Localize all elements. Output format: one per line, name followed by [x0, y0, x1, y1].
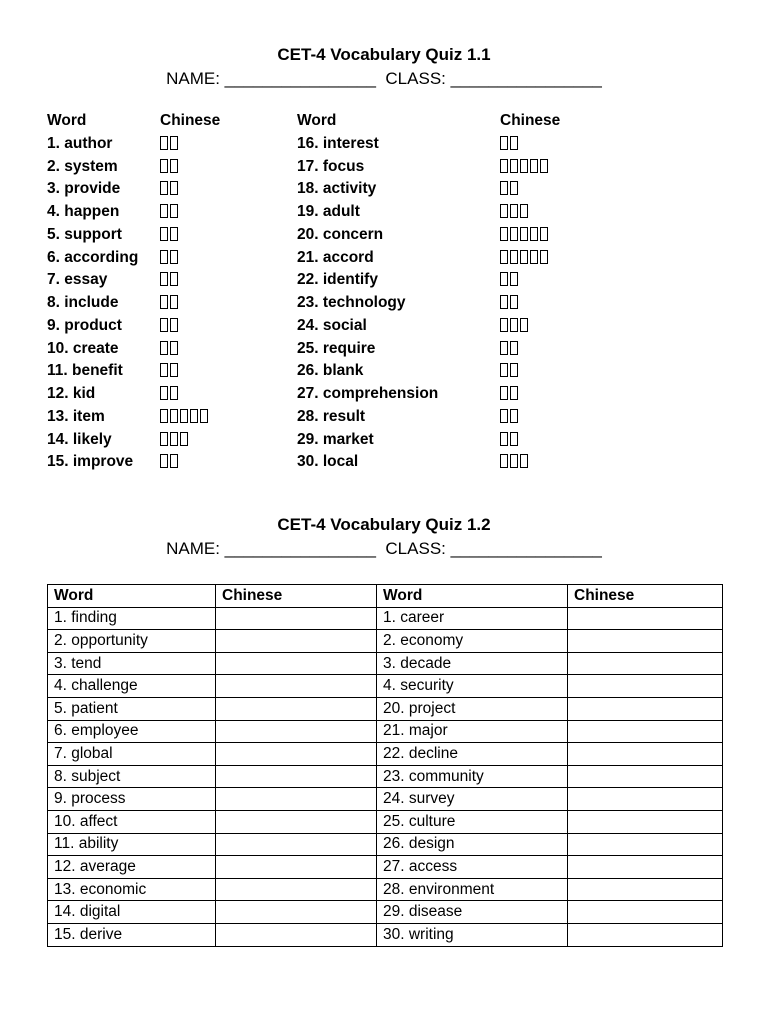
- table-row: [48, 675, 723, 698]
- missing-glyph-icon: [180, 409, 188, 423]
- missing-glyph-icon: [540, 159, 548, 173]
- vocab-word: 25. culture: [377, 810, 568, 833]
- chinese-answer-cell[interactable]: [568, 675, 723, 698]
- chinese-translation: [160, 383, 220, 406]
- missing-glyph-icon: [170, 432, 178, 446]
- missing-glyph-icon: [160, 181, 168, 195]
- table-row: [48, 743, 723, 766]
- chinese-answer-cell[interactable]: [216, 765, 377, 788]
- missing-glyph-icon: [500, 272, 508, 286]
- vocab-word: 8. include: [47, 294, 119, 311]
- vocab-word: 24. survey: [377, 788, 568, 811]
- vocab-word: 8. subject: [48, 765, 216, 788]
- table-row: [48, 878, 723, 901]
- missing-glyph-icon: [500, 341, 508, 355]
- chinese-answer-cell[interactable]: [568, 833, 723, 856]
- chinese-header: Chinese: [568, 585, 723, 608]
- vocab-word: 30. local: [297, 453, 359, 471]
- missing-glyph-icon: [170, 272, 178, 286]
- chinese-translation: [160, 451, 220, 474]
- chinese-header: Chinese: [500, 112, 561, 129]
- missing-glyph-icon: [520, 454, 528, 468]
- vocab-word: 3. provide: [47, 180, 121, 198]
- vocab-word: 20. project: [377, 697, 568, 720]
- missing-glyph-icon: [170, 341, 178, 355]
- missing-glyph-icon: [520, 204, 528, 218]
- table-row: [48, 856, 723, 879]
- vocab-word: 6. according: [47, 248, 139, 266]
- vocab-word: 11. benefit: [47, 362, 123, 380]
- vocab-word: 2. system: [47, 157, 118, 175]
- chinese-translation: [500, 247, 560, 270]
- missing-glyph-icon: [510, 363, 518, 377]
- chinese-header: Chinese: [160, 112, 221, 129]
- quiz-2-title: CET-4 Vocabulary Quiz 1.2: [277, 515, 491, 534]
- chinese-answer-cell[interactable]: [216, 743, 377, 766]
- table-row: [48, 788, 723, 811]
- chinese-translation: [160, 269, 220, 292]
- chinese-translation: [160, 292, 220, 315]
- chinese-answer-cell[interactable]: [216, 697, 377, 720]
- missing-glyph-icon: [160, 318, 168, 332]
- quiz-1-word-column-right: [297, 110, 438, 474]
- vocab-word: 15. improve: [47, 453, 134, 471]
- table-row: [48, 810, 723, 833]
- table-row: [48, 923, 723, 946]
- missing-glyph-icon: [510, 204, 518, 218]
- missing-glyph-icon: [170, 409, 178, 423]
- missing-glyph-icon: [500, 318, 508, 332]
- quiz-1-word-column-left: [47, 110, 138, 474]
- vocab-word: 27. comprehension: [297, 385, 439, 402]
- missing-glyph-icon: [520, 159, 528, 173]
- vocab-word: 28. result: [297, 407, 366, 425]
- vocab-word: 18. activity: [297, 180, 377, 198]
- vocab-word: 4. challenge: [48, 675, 216, 698]
- chinese-header: Chinese: [216, 585, 377, 608]
- quiz-1-word-list: [47, 110, 727, 470]
- vocab-word: 9. process: [48, 788, 216, 811]
- missing-glyph-icon: [500, 227, 508, 241]
- vocab-word: 27. access: [377, 856, 568, 879]
- missing-glyph-icon: [510, 409, 518, 423]
- missing-glyph-icon: [170, 295, 178, 309]
- missing-glyph-icon: [170, 159, 178, 173]
- chinese-translation: [160, 247, 220, 270]
- missing-glyph-icon: [510, 272, 518, 286]
- vocab-word: 1. author: [47, 134, 113, 152]
- chinese-translation: [500, 292, 560, 315]
- vocab-word: 3. tend: [48, 652, 216, 675]
- chinese-answer-cell[interactable]: [568, 810, 723, 833]
- chinese-answer-cell[interactable]: [216, 607, 377, 630]
- missing-glyph-icon: [180, 432, 188, 446]
- vocab-word: 22. identify: [297, 271, 378, 289]
- vocab-word: 20. concern: [297, 225, 384, 243]
- quiz-1-title: CET-4 Vocabulary Quiz 1.1: [277, 45, 491, 64]
- chinese-answer-cell[interactable]: [216, 833, 377, 856]
- missing-glyph-icon: [510, 159, 518, 173]
- chinese-translation: [160, 201, 220, 224]
- table-row: [48, 607, 723, 630]
- missing-glyph-icon: [170, 318, 178, 332]
- chinese-translation: [160, 406, 220, 429]
- chinese-answer-cell[interactable]: [216, 810, 377, 833]
- vocab-word: 5. patient: [48, 697, 216, 720]
- missing-glyph-icon: [500, 181, 508, 195]
- vocab-word: 2. opportunity: [48, 630, 216, 653]
- missing-glyph-icon: [510, 341, 518, 355]
- chinese-translation: [160, 133, 220, 156]
- vocab-word: 21. accord: [297, 248, 374, 266]
- chinese-answer-cell[interactable]: [216, 923, 377, 946]
- vocab-word: 5. support: [47, 225, 122, 243]
- missing-glyph-icon: [500, 363, 508, 377]
- vocab-word: 26. design: [377, 833, 568, 856]
- missing-glyph-icon: [520, 318, 528, 332]
- missing-glyph-icon: [190, 409, 198, 423]
- chinese-translation: [500, 451, 560, 474]
- vocab-word: 26. blank: [297, 362, 364, 380]
- missing-glyph-icon: [160, 227, 168, 241]
- table-row: [48, 765, 723, 788]
- missing-glyph-icon: [160, 250, 168, 264]
- chinese-answer-cell[interactable]: [216, 878, 377, 901]
- vocab-word: 16. interest: [297, 134, 379, 152]
- chinese-answer-cell[interactable]: [216, 901, 377, 924]
- vocab-word: 6. employee: [48, 720, 216, 743]
- table-row: [48, 720, 723, 743]
- missing-glyph-icon: [510, 250, 518, 264]
- missing-glyph-icon: [530, 250, 538, 264]
- missing-glyph-icon: [160, 386, 168, 400]
- vocab-word: 10. create: [47, 339, 119, 357]
- missing-glyph-icon: [170, 181, 178, 195]
- vocab-word: 28. environment: [377, 878, 568, 901]
- vocab-word: 9. product: [47, 316, 122, 334]
- missing-glyph-icon: [170, 386, 178, 400]
- chinese-answer-cell[interactable]: [568, 788, 723, 811]
- chinese-answer-cell[interactable]: [216, 652, 377, 675]
- chinese-answer-cell[interactable]: [216, 788, 377, 811]
- vocab-word: 4. happen: [47, 203, 120, 220]
- table-row: [48, 630, 723, 653]
- vocab-word: 10. affect: [48, 810, 216, 833]
- missing-glyph-icon: [170, 454, 178, 468]
- missing-glyph-icon: [160, 272, 168, 286]
- vocab-word: 1. finding: [48, 607, 216, 630]
- missing-glyph-icon: [510, 227, 518, 241]
- vocab-word: 23. technology: [297, 294, 406, 311]
- missing-glyph-icon: [510, 454, 518, 468]
- vocab-word: 7. essay: [47, 271, 108, 289]
- chinese-translation: [500, 383, 560, 406]
- missing-glyph-icon: [500, 159, 508, 173]
- missing-glyph-icon: [170, 204, 178, 218]
- missing-glyph-icon: [500, 250, 508, 264]
- vocab-word: 22. decline: [377, 743, 568, 766]
- missing-glyph-icon: [500, 454, 508, 468]
- chinese-answer-cell[interactable]: [216, 720, 377, 743]
- missing-glyph-icon: [510, 136, 518, 150]
- missing-glyph-icon: [160, 341, 168, 355]
- missing-glyph-icon: [540, 227, 548, 241]
- chinese-answer-cell[interactable]: [568, 878, 723, 901]
- vocab-word: 19. adult: [297, 203, 360, 220]
- missing-glyph-icon: [160, 159, 168, 173]
- chinese-translation: [500, 338, 560, 361]
- quiz-1-chinese-column-right: [500, 110, 560, 474]
- vocab-word: 29. disease: [377, 901, 568, 924]
- vocab-word: 14. likely: [47, 430, 112, 448]
- missing-glyph-icon: [510, 295, 518, 309]
- vocab-word: 14. digital: [48, 901, 216, 924]
- chinese-answer-cell[interactable]: [216, 856, 377, 879]
- chinese-translation: [500, 269, 560, 292]
- chinese-answer-cell[interactable]: [568, 901, 723, 924]
- missing-glyph-icon: [520, 250, 528, 264]
- missing-glyph-icon: [160, 204, 168, 218]
- word-header: Word: [47, 112, 87, 129]
- vocab-word: 3. decade: [377, 652, 568, 675]
- vocab-word: 17. focus: [297, 157, 365, 175]
- chinese-answer-cell[interactable]: [216, 675, 377, 698]
- missing-glyph-icon: [530, 227, 538, 241]
- chinese-translation: [500, 201, 560, 224]
- missing-glyph-icon: [520, 227, 528, 241]
- quiz-2-table: [47, 584, 723, 947]
- vocab-word: 25. require: [297, 339, 376, 357]
- missing-glyph-icon: [510, 432, 518, 446]
- table-row: [48, 652, 723, 675]
- missing-glyph-icon: [510, 318, 518, 332]
- vocab-word: 11. ability: [48, 833, 216, 856]
- vocab-word: 13. economic: [48, 878, 216, 901]
- missing-glyph-icon: [160, 409, 168, 423]
- chinese-answer-cell[interactable]: [568, 765, 723, 788]
- chinese-translation: [160, 338, 220, 361]
- table-row: [48, 901, 723, 924]
- vocab-word: 1. career: [377, 607, 568, 630]
- missing-glyph-icon: [500, 136, 508, 150]
- missing-glyph-icon: [500, 432, 508, 446]
- chinese-translation: [160, 224, 220, 247]
- table-row: [48, 697, 723, 720]
- chinese-answer-cell[interactable]: [568, 856, 723, 879]
- vocab-word: 12. kid: [47, 385, 96, 402]
- vocab-word: 30. writing: [377, 923, 568, 946]
- table-row: [48, 833, 723, 856]
- word-header: Word: [48, 585, 216, 608]
- missing-glyph-icon: [160, 295, 168, 309]
- missing-glyph-icon: [160, 363, 168, 377]
- vocab-word: 29. market: [297, 430, 374, 448]
- missing-glyph-icon: [160, 136, 168, 150]
- vocab-word: 13. item: [47, 407, 105, 425]
- chinese-answer-cell[interactable]: [568, 923, 723, 946]
- vocab-word: 21. major: [377, 720, 568, 743]
- chinese-translation: [500, 156, 560, 179]
- missing-glyph-icon: [200, 409, 208, 423]
- missing-glyph-icon: [160, 432, 168, 446]
- quiz-2-name-class-line[interactable]: NAME: ________________ CLASS: ________________: [166, 539, 602, 558]
- vocab-word: 12. average: [48, 856, 216, 879]
- vocab-word: 2. economy: [377, 630, 568, 653]
- missing-glyph-icon: [500, 409, 508, 423]
- table-header-row: [48, 585, 723, 608]
- chinese-translation: [500, 133, 560, 156]
- chinese-answer-cell[interactable]: [568, 720, 723, 743]
- vocab-word: 24. social: [297, 316, 367, 334]
- missing-glyph-icon: [500, 295, 508, 309]
- chinese-answer-cell[interactable]: [568, 652, 723, 675]
- quiz-1-name-class-line[interactable]: NAME: ________________ CLASS: ________________: [166, 69, 602, 88]
- missing-glyph-icon: [530, 159, 538, 173]
- missing-glyph-icon: [160, 454, 168, 468]
- missing-glyph-icon: [540, 250, 548, 264]
- chinese-answer-cell[interactable]: [568, 630, 723, 653]
- chinese-translation: [160, 429, 220, 452]
- vocab-word: 4. security: [377, 675, 568, 698]
- chinese-translation: [160, 315, 220, 338]
- vocab-word: 7. global: [48, 743, 216, 766]
- missing-glyph-icon: [170, 363, 178, 377]
- chinese-translation: [500, 315, 560, 338]
- chinese-translation: [160, 178, 220, 201]
- chinese-translation: [160, 360, 220, 383]
- chinese-answer-cell[interactable]: [216, 630, 377, 653]
- chinese-translation: [500, 178, 560, 201]
- missing-glyph-icon: [170, 136, 178, 150]
- missing-glyph-icon: [500, 386, 508, 400]
- chinese-translation: [160, 156, 220, 179]
- chinese-translation: [500, 406, 560, 429]
- vocab-word: 15. derive: [48, 923, 216, 946]
- chinese-translation: [500, 224, 560, 247]
- chinese-translation: [500, 429, 560, 452]
- quiz-1-chinese-column-left: [160, 110, 220, 474]
- missing-glyph-icon: [170, 250, 178, 264]
- vocab-word: 23. community: [377, 765, 568, 788]
- missing-glyph-icon: [510, 386, 518, 400]
- word-header: Word: [377, 585, 568, 608]
- chinese-translation: [500, 360, 560, 383]
- chinese-answer-cell[interactable]: [568, 697, 723, 720]
- chinese-answer-cell[interactable]: [568, 743, 723, 766]
- missing-glyph-icon: [510, 181, 518, 195]
- missing-glyph-icon: [500, 204, 508, 218]
- word-header: Word: [297, 112, 337, 129]
- chinese-answer-cell[interactable]: [568, 607, 723, 630]
- missing-glyph-icon: [170, 227, 178, 241]
